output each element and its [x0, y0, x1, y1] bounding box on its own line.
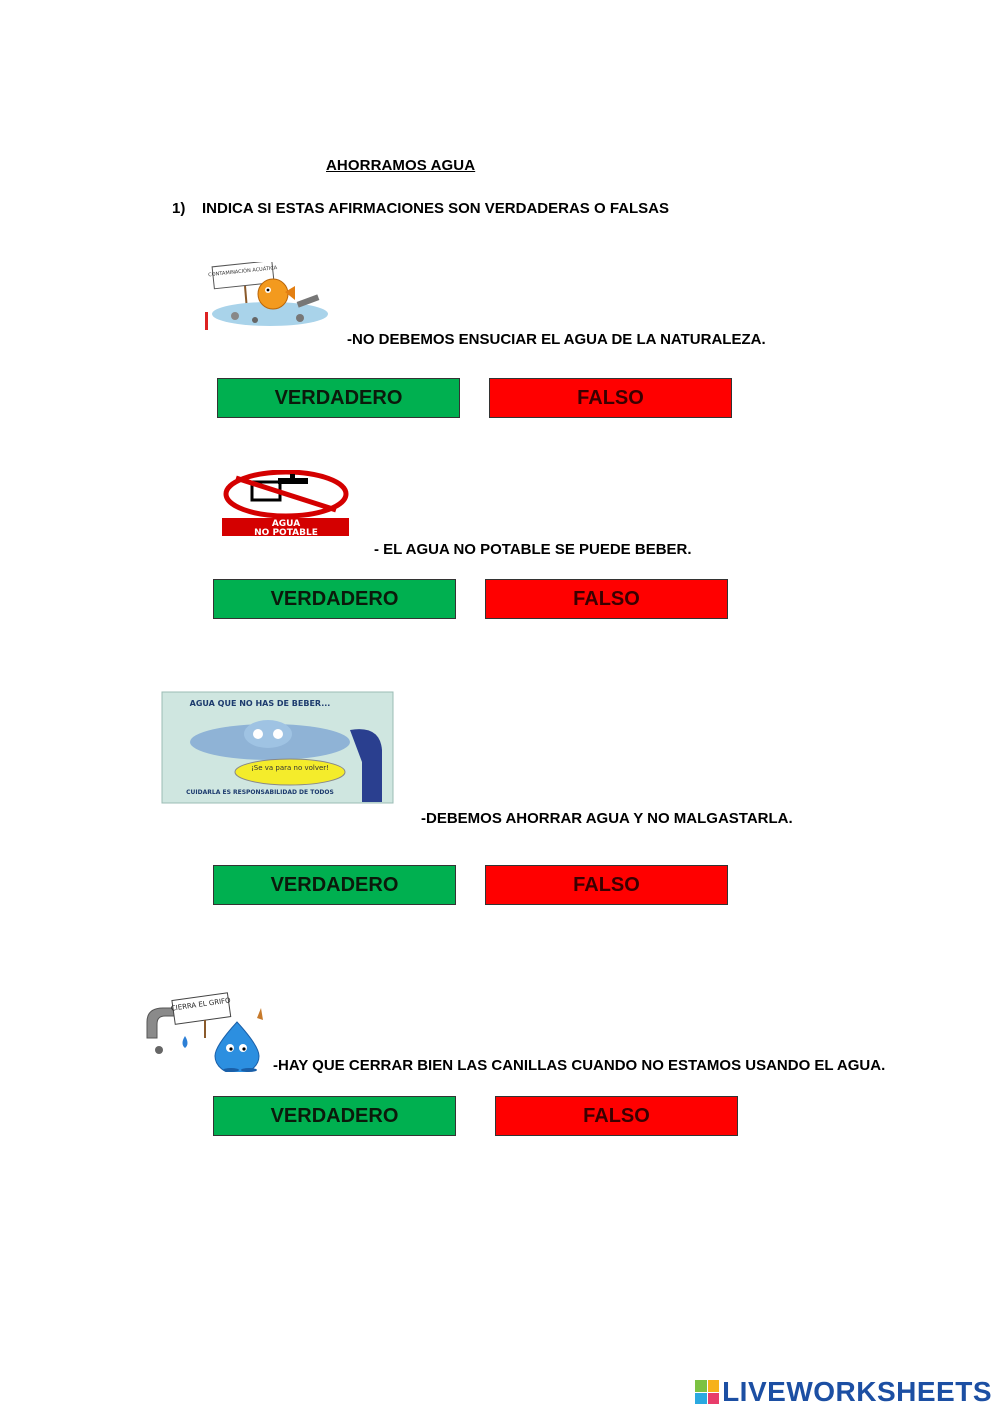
statement-3: -DEBEMOS AHORRAR AGUA Y NO MALGASTARLA.	[421, 810, 793, 827]
statement-1: -NO DEBEMOS ENSUCIAR EL AGUA DE LA NATURALEZA.	[347, 331, 766, 348]
poster-text-1: AGUA QUE NO HAS DE BEBER...	[189, 699, 331, 708]
tap-sign-text: CIERRA EL GRIFO	[170, 996, 232, 1013]
non-potable-water-sign	[222, 470, 352, 538]
poster-text-2: ¡Se va para no volver!	[250, 764, 330, 772]
false-button-3[interactable]: FALSO	[485, 865, 728, 905]
false-button-1[interactable]: FALSO	[489, 378, 732, 418]
true-button-2[interactable]: VERDADERO	[213, 579, 456, 619]
statement-2: - EL AGUA NO POTABLE SE PUEDE BEBER.	[374, 541, 692, 558]
instruction-number: 1)	[172, 200, 186, 217]
close-tap-image	[145, 992, 270, 1072]
instruction	[172, 200, 669, 217]
save-water-poster	[160, 690, 395, 805]
image-sign-text: CONTAMINACIÓN ACUÁTICA	[207, 265, 278, 279]
page-title: AHORRAMOS AGUA	[326, 157, 476, 174]
water-pollution-image	[205, 262, 335, 332]
liveworksheets-logo-icon	[695, 1380, 719, 1404]
statement-4: -HAY QUE CERRAR BIEN LAS CANILLAS CUANDO NO ESTAMOS USANDO EL AGUA.	[273, 1057, 886, 1074]
true-button-4[interactable]: VERDADERO	[213, 1096, 456, 1136]
false-button-2[interactable]: FALSO	[485, 579, 728, 619]
liveworksheets-brand	[695, 1376, 992, 1408]
instruction-text: INDICA SI ESTAS AFIRMACIONES SON VERDADERAS O FALSAS	[202, 200, 669, 217]
true-button-3[interactable]: VERDADERO	[213, 865, 456, 905]
poster-text-3: CUIDARLA ES RESPONSABILIDAD DE TODOS	[186, 789, 334, 796]
true-button-1[interactable]: VERDADERO	[217, 378, 460, 418]
false-button-4[interactable]: FALSO	[495, 1096, 738, 1136]
brand-text: LIVEWORKSHEETS	[722, 1376, 992, 1407]
sign-text-2: NO POTABLE	[254, 528, 318, 538]
sign-text-1: AGUA	[271, 519, 301, 529]
